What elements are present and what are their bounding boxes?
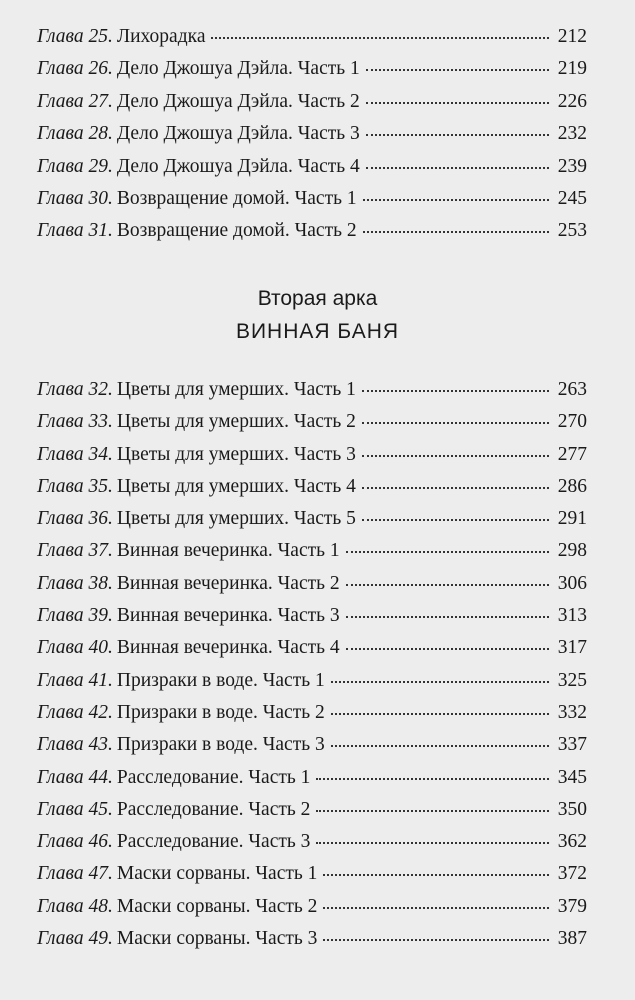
chapter-title: Винная вечеринка. Часть 4 <box>116 637 340 659</box>
dot-leader <box>366 102 549 104</box>
page-number: 253 <box>557 220 587 242</box>
chapter-title: Маски сорваны. Часть 3 <box>116 928 318 950</box>
toc-entry <box>0 123 635 155</box>
dot-leader <box>366 69 549 71</box>
dot-leader <box>362 390 549 392</box>
chapter-title: Дело Джошуа Дэйла. Часть 4 <box>116 155 360 177</box>
chapter-label: Глава 30. <box>37 187 113 209</box>
toc-entry <box>0 379 635 411</box>
chapter-title: Дело Джошуа Дэйла. Часть 2 <box>116 90 360 112</box>
chapter-title: Цветы для умерших. Часть 4 <box>116 475 356 497</box>
page-number: 387 <box>557 928 587 950</box>
section-heading <box>0 282 635 348</box>
dot-leader <box>346 551 549 553</box>
toc-entry <box>0 767 635 799</box>
toc-entry <box>0 540 635 572</box>
chapter-label: Глава 45. <box>37 798 113 820</box>
page-number: 219 <box>557 58 587 80</box>
chapter-label: Глава 47. <box>37 863 113 885</box>
toc-entry <box>0 188 635 220</box>
toc-entry <box>0 637 635 669</box>
toc-entry <box>0 508 635 540</box>
toc-list-part-1 <box>0 26 635 253</box>
toc-entry <box>0 476 635 508</box>
dot-leader <box>366 134 549 136</box>
dot-leader <box>316 778 549 780</box>
page-number: 350 <box>557 798 587 820</box>
chapter-label: Глава 26. <box>37 58 113 80</box>
page-number: 362 <box>557 831 587 853</box>
page-number: 239 <box>557 155 587 177</box>
toc-entry <box>0 444 635 476</box>
chapter-title: Маски сорваны. Часть 2 <box>116 895 318 917</box>
dot-leader <box>346 584 549 586</box>
dot-leader <box>316 810 549 812</box>
toc-entry <box>0 156 635 188</box>
chapter-title: Расследование. Часть 1 <box>116 766 311 788</box>
page-number: 372 <box>557 863 587 885</box>
dot-leader <box>331 681 549 683</box>
chapter-label: Глава 39. <box>37 605 113 627</box>
chapter-label: Глава 41. <box>37 669 113 691</box>
toc-entry <box>0 702 635 734</box>
chapter-title: Расследование. Часть 2 <box>116 798 311 820</box>
chapter-label: Глава 49. <box>37 928 113 950</box>
toc-entry <box>0 573 635 605</box>
page-number: 286 <box>557 475 587 497</box>
dot-leader <box>363 199 549 201</box>
page-number: 263 <box>557 379 587 400</box>
chapter-label: Глава 36. <box>37 508 113 530</box>
chapter-label: Глава 38. <box>37 572 113 594</box>
chapter-label: Глава 27. <box>37 90 113 112</box>
page-number: 212 <box>557 26 587 47</box>
page-number: 379 <box>557 895 587 917</box>
toc-entry <box>0 26 635 58</box>
toc-entry <box>0 863 635 895</box>
toc-entry <box>0 58 635 90</box>
page-number: 306 <box>557 572 587 594</box>
chapter-label: Глава 43. <box>37 734 113 756</box>
page-number: 313 <box>557 605 587 627</box>
page-number: 291 <box>557 508 587 530</box>
chapter-title: Цветы для умерших. Часть 5 <box>116 508 356 530</box>
dot-leader <box>346 648 549 650</box>
chapter-title: Цветы для умерших. Часть 1 <box>116 379 356 400</box>
chapter-label: Глава 42. <box>37 701 113 723</box>
chapter-title: Цветы для умерших. Часть 3 <box>116 443 356 465</box>
chapter-title: Маски сорваны. Часть 1 <box>116 863 318 885</box>
dot-leader <box>363 231 549 233</box>
chapter-label: Глава 34. <box>37 443 113 465</box>
chapter-label: Глава 35. <box>37 475 113 497</box>
page-number: 270 <box>557 411 587 433</box>
dot-leader <box>211 37 549 39</box>
section-title: ВИННАЯ БАНЯ <box>235 320 400 343</box>
toc-entry <box>0 928 635 960</box>
chapter-label: Глава 44. <box>37 766 113 788</box>
dot-leader <box>362 519 549 521</box>
chapter-title: Возвращение домой. Часть 2 <box>116 220 357 242</box>
page-number: 325 <box>557 669 587 691</box>
page-number: 332 <box>557 701 587 723</box>
toc-entry <box>0 799 635 831</box>
dot-leader <box>362 422 549 424</box>
page-number: 298 <box>557 540 587 562</box>
chapter-title: Винная вечеринка. Часть 3 <box>116 605 340 627</box>
dot-leader <box>362 455 549 457</box>
chapter-label: Глава 33. <box>37 411 113 433</box>
chapter-title: Возвращение домой. Часть 1 <box>116 187 357 209</box>
dot-leader <box>366 167 549 169</box>
dot-leader <box>323 874 549 876</box>
chapter-title: Призраки в воде. Часть 2 <box>116 701 325 723</box>
page-number: 277 <box>557 443 587 465</box>
chapter-label: Глава 28. <box>37 123 113 145</box>
chapter-label: Глава 46. <box>37 831 113 853</box>
chapter-label: Глава 31. <box>37 220 113 242</box>
toc-entry <box>0 831 635 863</box>
dot-leader <box>346 616 549 618</box>
page-number: 317 <box>557 637 587 659</box>
chapter-title: Лихорадка <box>116 26 206 47</box>
dot-leader <box>362 487 549 489</box>
dot-leader <box>331 745 549 747</box>
chapter-title: Винная вечеринка. Часть 1 <box>116 540 340 562</box>
toc-entry <box>0 220 635 252</box>
page-number: 245 <box>557 187 587 209</box>
toc-entry <box>0 734 635 766</box>
section-subtitle: Вторая арка <box>257 287 378 310</box>
chapter-title: Цветы для умерших. Часть 2 <box>116 411 356 433</box>
toc-entry <box>0 411 635 443</box>
page-number: 337 <box>557 734 587 756</box>
dot-leader <box>323 939 549 941</box>
dot-leader <box>316 842 549 844</box>
chapter-label: Глава 29. <box>37 155 113 177</box>
chapter-title: Винная вечеринка. Часть 2 <box>116 572 340 594</box>
dot-leader <box>323 907 549 909</box>
page-number: 232 <box>557 123 587 145</box>
chapter-title: Расследование. Часть 3 <box>116 831 311 853</box>
chapter-label: Глава 40. <box>37 637 113 659</box>
page-number: 345 <box>557 766 587 788</box>
chapter-label: Глава 25. <box>37 26 113 47</box>
chapter-title: Дело Джошуа Дэйла. Часть 1 <box>116 58 360 80</box>
toc-entry <box>0 605 635 637</box>
chapter-label: Глава 48. <box>37 895 113 917</box>
chapter-label: Глава 32. <box>37 379 113 400</box>
chapter-title: Призраки в воде. Часть 1 <box>116 669 325 691</box>
toc-list-part-2 <box>0 379 635 960</box>
chapter-title: Призраки в воде. Часть 3 <box>116 734 325 756</box>
toc-entry <box>0 896 635 928</box>
toc-entry <box>0 91 635 123</box>
dot-leader <box>331 713 549 715</box>
chapter-label: Глава 37. <box>37 540 113 562</box>
chapter-title: Дело Джошуа Дэйла. Часть 3 <box>116 123 360 145</box>
toc-entry <box>0 670 635 702</box>
page-number: 226 <box>557 90 587 112</box>
